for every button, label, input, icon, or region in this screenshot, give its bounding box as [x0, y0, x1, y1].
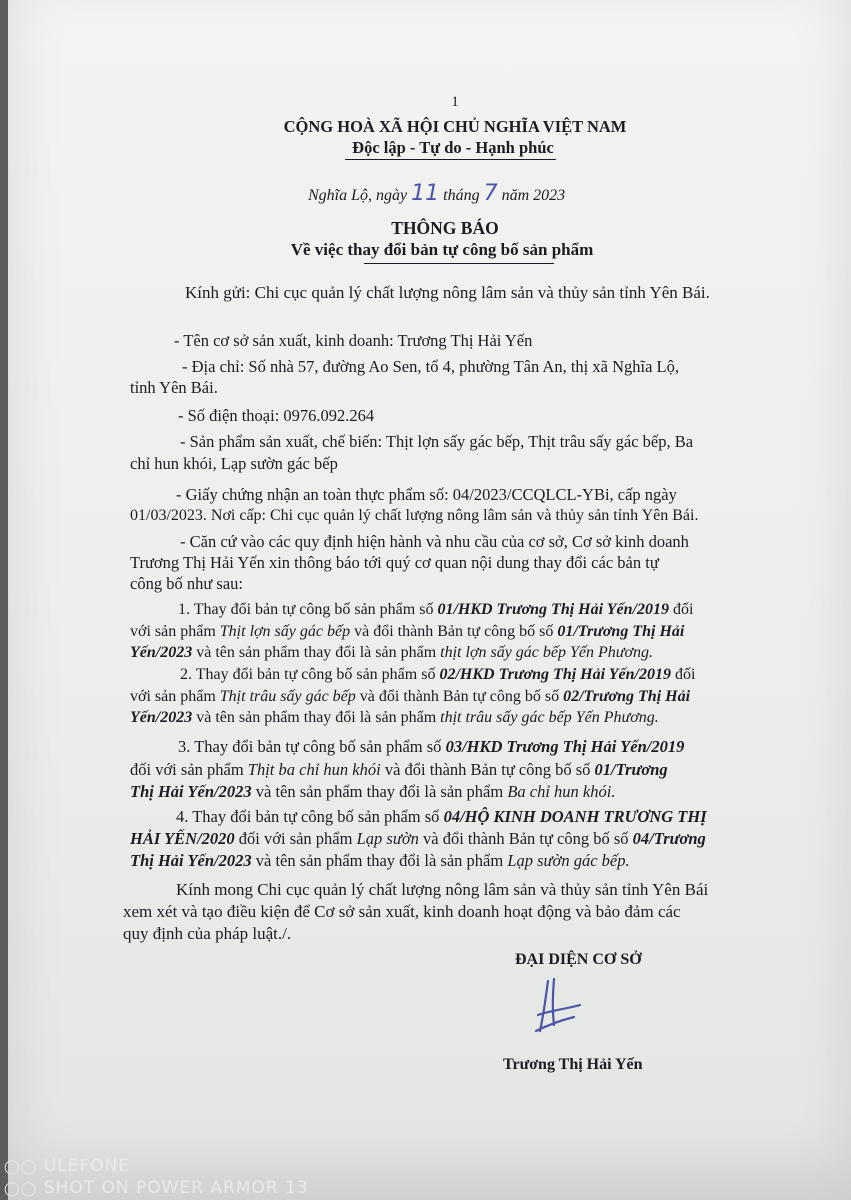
- certificate-line-1: - Giấy chứng nhận an toàn thực phẩm số: 04/2023/CCQLCL-YBi, cấp ngày: [176, 485, 677, 504]
- subtitle-underline: [364, 263, 554, 264]
- item-4-text: đối với sản phẩm: [238, 829, 353, 848]
- closing-line-2: xem xét và tạo điều kiện để Cơ sở sản xuất, kinh doanh hoạt động và bảo đảm các: [123, 902, 681, 921]
- item-1-text: 1. Thay đổi bản tự công bố sản phẩm số: [178, 601, 434, 618]
- basis-line-1: - Căn cứ vào các quy định hiện hành và nhu cầu của cơ sở, Cơ sở kinh doanh: [180, 532, 689, 551]
- item-3-line-2: [130, 760, 668, 780]
- signature-role: ĐẠI DIỆN CƠ SỞ: [515, 951, 642, 968]
- camera-brand-watermark: [4, 1156, 130, 1177]
- products-line-2: chỉ hun khói, Lạp sườn gác bếp: [130, 454, 338, 473]
- item-4-new-code: Thị Hải Yến/2023: [130, 851, 252, 870]
- date-month-word: tháng: [443, 187, 480, 204]
- item-2-line-1: [180, 665, 695, 685]
- document-page: [8, 0, 851, 1200]
- item-3-line-3: [130, 782, 615, 802]
- item-1-line-1: [178, 600, 693, 620]
- address-line-2: tỉnh Yên Bái.: [130, 378, 218, 397]
- item-1-new-code: Yến/2023: [130, 644, 193, 661]
- item-2-text: đối: [674, 666, 696, 683]
- closing-line-1: Kính mong Chi cục quản lý chất lượng nông lâm sản và thủy sản tỉnh Yên Bái: [176, 880, 709, 899]
- watermark-shot-text: SHOT ON POWER ARMOR 13: [43, 1178, 309, 1198]
- item-4-line-1: [176, 807, 707, 827]
- item-3-text: và đổi thành Bản tự công bố số: [384, 760, 591, 779]
- item-1-text: với sản phẩm: [130, 623, 216, 640]
- date-year: năm 2023: [501, 187, 566, 204]
- item-1-text: và đổi thành Bản tự công bố số: [354, 623, 554, 640]
- item-2-line-2: [130, 687, 690, 707]
- item-2-text: với sản phẩm: [130, 688, 216, 705]
- basis-line-3: công bố như sau:: [130, 574, 243, 593]
- item-3-old-code: 03/HKD Trương Thị Hải Yến/2019: [445, 737, 685, 756]
- camera-lens-icon: ◯◯: [4, 1181, 38, 1197]
- item-4-line-3: [130, 851, 630, 871]
- date-prefix: Nghĩa Lộ, ngày: [308, 187, 408, 204]
- products-line-1: - Sản phẩm sản xuất, chế biến: Thịt lợn sấy gác bếp, Thịt trâu sấy gác bếp, Ba: [180, 432, 694, 451]
- page-number: 1: [451, 94, 459, 110]
- item-3-text: và tên sản phẩm thay đổi là sản phẩm: [255, 782, 504, 801]
- item-2-new-product: thịt trâu sấy gác bếp Yến Phương.: [440, 709, 659, 726]
- item-2-text: và tên sản phẩm thay đổi là sản phẩm: [196, 709, 437, 726]
- item-1-product: Thịt lợn sấy gác bếp: [219, 623, 351, 640]
- nation-heading: CỘNG HOÀ XÃ HỘI CHỦ NGHĨA VIỆT NAM: [283, 117, 627, 136]
- item-4-new-product: Lạp sườn gác bếp.: [507, 851, 630, 870]
- item-1-line-3: [130, 643, 653, 663]
- closing-line-3: quy định của pháp luật./.: [123, 924, 292, 943]
- item-4-new-code: 04/Trương: [632, 829, 706, 848]
- item-1-text: và tên sản phẩm thay đổi là sản phẩm: [196, 644, 437, 661]
- item-4-text: và đổi thành Bản tự công bố số: [423, 829, 629, 848]
- item-2-line-3: [130, 708, 659, 728]
- item-4-line-2: [130, 829, 706, 849]
- item-2-product: Thịt trâu sấy gác bếp: [219, 688, 356, 705]
- item-3-new-code: 01/Trương: [594, 760, 668, 779]
- camera-shot-watermark: [4, 1178, 309, 1199]
- date-line: [308, 181, 566, 206]
- item-4-text: 4. Thay đổi bản tự công bố sản phẩm số: [176, 807, 440, 826]
- motto: Độc lập - Tự do - Hạnh phúc: [352, 138, 554, 157]
- date-month: 7: [483, 181, 498, 206]
- document-subtitle: Về việc thay đổi bản tự công bố sản phẩm: [290, 240, 594, 259]
- item-4-old-code: 04/HỘ KINH DOANH TRƯƠNG THỊ: [443, 807, 707, 826]
- certificate-line-2: 01/03/2023. Nơi cấp: Chi cục quản lý chất lượng nông lâm sản và thủy sản tỉnh Yên Bái.: [130, 507, 699, 524]
- item-3-text: đối với sản phẩm: [130, 760, 244, 779]
- item-3-product: Thịt ba chỉ hun khói: [247, 760, 381, 779]
- business-name: - Tên cơ sở sản xuất, kinh doanh: Trương Thị Hải Yến: [174, 331, 533, 350]
- motto-underline: [345, 159, 556, 160]
- basis-line-2: Trương Thị Hải Yến xin thông báo tới quý cơ quan nội dung thay đổi các bản tự: [130, 553, 659, 572]
- item-1-line-2: [130, 622, 684, 642]
- item-2-new-code: 02/Trương Thị Hải: [563, 688, 691, 705]
- item-2-text: 2. Thay đổi bản tự công bố sản phẩm số: [180, 666, 436, 683]
- signer-name: Trương Thị Hải Yến: [503, 1056, 643, 1073]
- item-3-text: 3. Thay đổi bản tự công bố sản phẩm số: [178, 737, 442, 756]
- item-1-new-product: thịt lợn sấy gác bếp Yến Phương.: [440, 644, 654, 661]
- camera-lens-icon: ◯◯: [4, 1159, 38, 1175]
- item-1-old-code: 01/HKD Trương Thị Hải Yến/2019: [437, 601, 669, 618]
- item-3-new-product: Ba chỉ hun khói.: [507, 782, 616, 801]
- address-line-1: - Địa chỉ: Số nhà 57, đường Ao Sen, tổ 4, phường Tân An, thị xã Nghĩa Lộ,: [182, 357, 679, 376]
- phone-line: - Số điện thoại: 0976.092.264: [178, 406, 375, 425]
- item-3-new-code: Thị Hải Yến/2023: [130, 782, 252, 801]
- item-2-new-code: Yến/2023: [130, 709, 193, 726]
- item-4-old-code: HẢI YẾN/2020: [130, 829, 235, 848]
- date-day: 11: [411, 181, 440, 206]
- item-4-text: và tên sản phẩm thay đổi là sản phẩm: [255, 851, 504, 870]
- document-title: THÔNG BÁO: [391, 218, 499, 238]
- handwritten-signature: [518, 975, 598, 1040]
- watermark-brand-text: ULEFONE: [43, 1156, 131, 1176]
- item-2-text: và đổi thành Bản tự công bố số: [359, 688, 560, 705]
- recipient-line: Kính gửi: Chi cục quản lý chất lượng nông lâm sản và thủy sản tỉnh Yên Bái.: [185, 283, 710, 302]
- item-2-old-code: 02/HKD Trương Thị Hải Yến/2019: [439, 666, 671, 683]
- item-1-new-code: 01/Trương Thị Hải: [557, 623, 685, 640]
- item-1-text: đối: [672, 601, 694, 618]
- item-3-line-1: [178, 737, 684, 757]
- item-4-product: Lạp sườn: [356, 829, 419, 848]
